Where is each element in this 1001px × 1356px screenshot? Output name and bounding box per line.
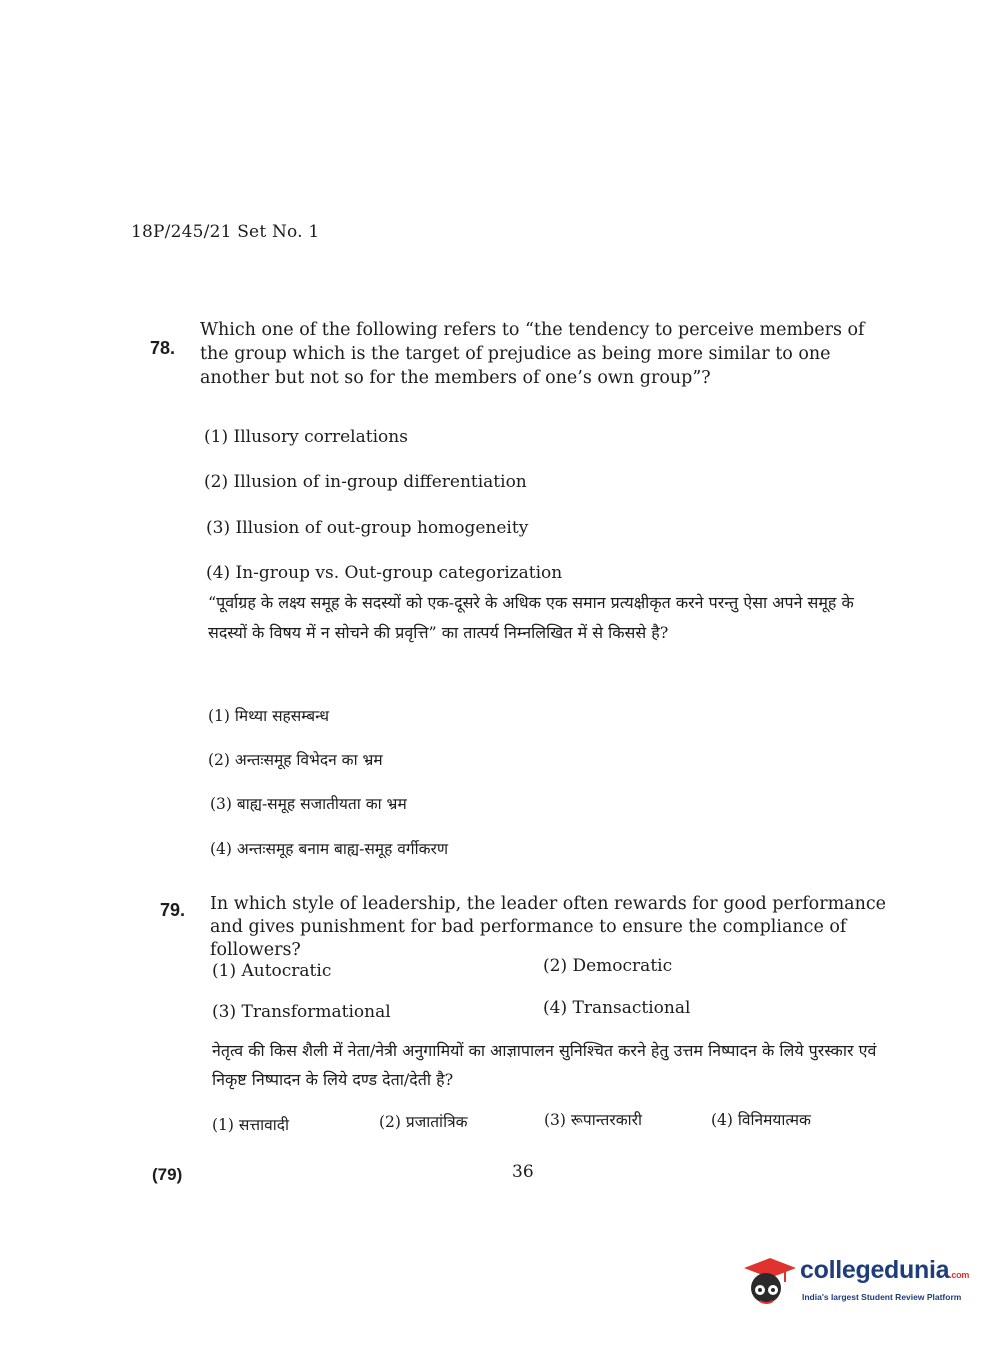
option-2: (2) Democratic [543,956,673,976]
collegedunia-watermark [740,1252,970,1312]
option-hindi-2: (2) अन्तःसमूह विभेदन का भ्रम [208,751,383,769]
question-text: Which one of the following refers to “the tendency to perceive members of the group which is the target of prejudice as being more similar to one another but not so for the members of one’s own group”? [200,320,865,388]
question-number: 78. [150,338,176,358]
question-text-hindi: “पूर्वाग्रह के लक्ष्य समूह के सदस्यों को एक-दूसरे के अधिक एक समान प्रत्यक्षीकृत करने परन्तु ऐसा अपने समूह के सदस्यों के विषय में न सोचने की प्रवृत्ति” का तात्पर्य निम्नलिखित में से किससे है? [208,593,854,642]
option-4: (4) Transactional [543,998,691,1018]
question-text-hindi: नेतृत्व की किस शैली में नेता/नेत्री अनुगामियों का आज्ञापालन सुनिश्चित करने हेतु उत्तम निष्पादन के लिये पुरस्कार एवं निकृष्ट निष्पादन के लिये दण्ड देता/देती है? [212,1041,877,1089]
graduate-mascot-icon [740,1252,796,1308]
option-hindi-2: (2) प्रजातांत्रिक [379,1113,468,1131]
question-79-hindi [154,1036,892,1094]
question-79 [160,893,892,962]
set-number: 18P/245/21 Set No. 1 [131,222,320,242]
option-3: (3) Transformational [212,1002,391,1022]
option-hindi-3: (3) बाह्य-समूह सजातीयता का भ्रम [210,795,407,813]
question-number: 79. [160,900,186,920]
option-1: (1) Autocratic [212,961,332,981]
brand-tagline: India's largest Student Review Platform [802,1292,962,1302]
question-text: In which style of leadership, the leader often rewards for good performance and gives punishment for bad performance to ensure the compliance of followers? [210,894,887,960]
question-78 [150,318,890,390]
question-78-hindi [150,588,890,648]
option-hindi-1: (1) सत्तावादी [212,1116,289,1134]
option-hindi-3: (3) रूपान्तरकारी [544,1111,642,1129]
brand-name: collegedunia.com [800,1256,970,1284]
option-4: (4) In-group vs. Out-group categorization [206,563,563,583]
option-1: (1) Illusory correlations [204,427,408,447]
option-2: (2) Illusion of in-group differentiation [204,472,527,492]
option-hindi-4: (4) अन्तःसमूह बनाम बाह्य-समूह वर्गीकरण [210,840,449,858]
option-3: (3) Illusion of out-group homogeneity [206,518,529,538]
option-hindi-4: (4) विनिमयात्मक [711,1111,811,1129]
page-number: 36 [512,1162,534,1182]
option-hindi-1: (1) मिथ्या सहसम्बन्ध [208,707,329,725]
question-code: (79) [152,1165,183,1184]
